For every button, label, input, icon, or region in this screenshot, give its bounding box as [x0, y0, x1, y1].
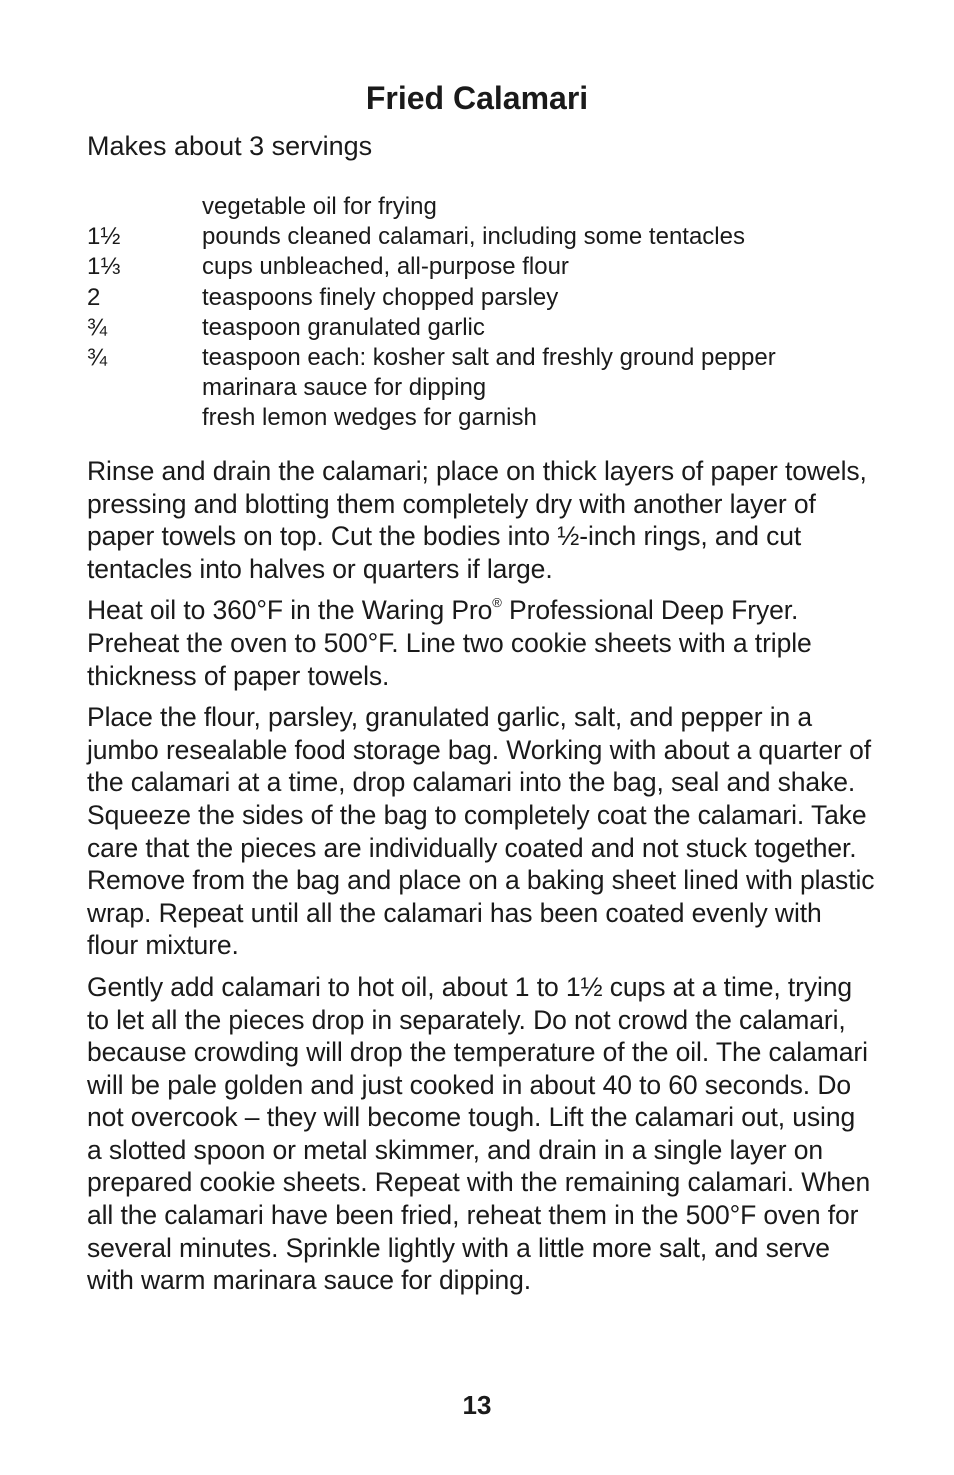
ingredient-quantity: ¾: [87, 343, 108, 371]
ingredient-row: [87, 373, 877, 403]
registered-mark: ®: [492, 595, 502, 611]
ingredient-row: [87, 403, 877, 433]
method-steps: [87, 455, 877, 1306]
recipe-yield: Makes about 3 servings: [87, 131, 373, 161]
ingredient-quantity: [87, 403, 202, 433]
method-step-2: [87, 594, 877, 692]
ingredient-list: [87, 192, 877, 434]
ingredient-quantity: [87, 192, 202, 222]
ingredient-item: teaspoon each: kosher salt and freshly ground pepper: [202, 343, 776, 371]
ingredient-quantity: 1½: [87, 223, 121, 251]
ingredient-quantity: 1⅓: [87, 253, 121, 281]
ingredient-item: cups unbleached, all-purpose flour: [202, 253, 569, 281]
recipe-title: Fried Calamari: [365, 80, 589, 116]
ingredient-row: [87, 192, 877, 222]
ingredient-quantity: ¾: [87, 313, 108, 341]
method-step-1: Rinse and drain the calamari; place on thick layers of paper towels, pressing and blotting them completely dry with another layer of paper towels on top. Cut the bodies into ½-inch rings, and cut tentacles into halves or quarters if large.: [87, 456, 867, 584]
ingredient-row: [87, 252, 877, 282]
ingredient-item: fresh lemon wedges for garnish: [202, 404, 537, 432]
ingredient-quantity: 2: [87, 283, 101, 311]
ingredient-row: [87, 222, 877, 252]
page-number: 13: [462, 1390, 492, 1420]
ingredient-item: marinara sauce for dipping: [202, 374, 487, 402]
ingredient-item: pounds cleaned calamari, including some tentacles: [202, 223, 745, 251]
ingredient-row: [87, 283, 877, 313]
ingredient-item: teaspoons finely chopped parsley: [202, 283, 559, 311]
method-step-4: Gently add calamari to hot oil, about 1 to 1½ cups at a time, trying to let all the pieces drop in separately. Do not crowd the calamari, because crowding will drop the temperature of the oil. The calamari will be pale golden and just cooked in about 40 to 60 seconds. Do not overcook – they will become tough. Lift the calamari out, using a slotted spoon or metal skimmer, and drain in a single layer on prepared cookie sheets. Repeat with the remaining calamari. When all the calamari have been fried, reheat them in the 500°F oven for several minutes. Sprinkle lightly with a little more salt, and serve with warm marinara sauce for dipping.: [87, 971, 871, 1296]
ingredient-item: vegetable oil for frying: [202, 193, 437, 220]
ingredient-row: [87, 343, 877, 373]
ingredient-quantity: [87, 373, 202, 403]
ingredient-item: teaspoon granulated garlic: [202, 313, 485, 341]
step-2-text-start: Heat oil to 360°F in the Waring Pro: [87, 595, 493, 626]
method-step-3: Place the flour, parsley, granulated garlic, salt, and pepper in a jumbo resealable food storage bag. Working with about a quarter of the calamari at a time, drop calamari into the bag, seal and shake. Squeeze the sides of the bag to completely coat the calamari. Take care that the pieces are individually coated and not stuck together. Remove from the bag and place on a baking sheet lined with plastic wrap. Repeat until all the calamari has been coated evenly with flour mixture.: [87, 702, 875, 961]
ingredient-row: [87, 313, 877, 343]
step-2-text-end: Professional Deep Fryer. Preheat the oven to 500°F. Line two cookie sheets with a triple thickness of paper towels.: [87, 595, 812, 691]
